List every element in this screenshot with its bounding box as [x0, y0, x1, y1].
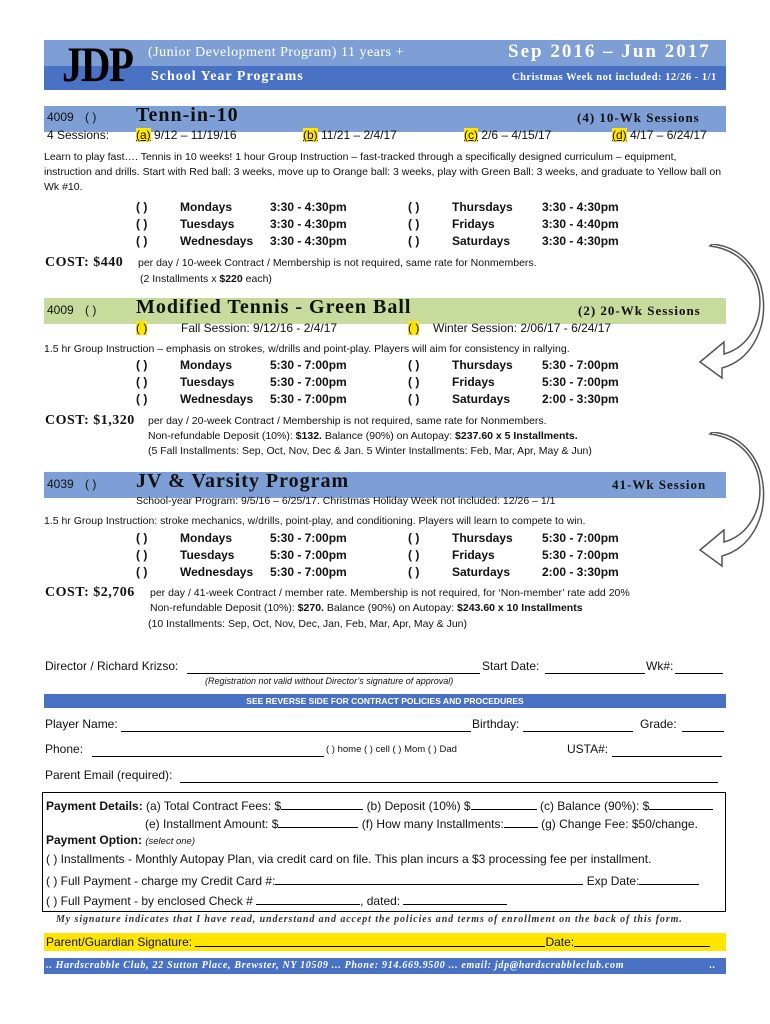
- jv-sessions-count: 41-Wk Session: [612, 477, 707, 492]
- director-label: Director / Richard Krizso:: [45, 659, 179, 673]
- tenn-session-c[interactable]: [464, 128, 551, 142]
- session-dates: 2/6 – 4/15/17: [481, 128, 552, 142]
- jv-checkbox[interactable]: ( ): [85, 477, 97, 491]
- session-letter: (d): [612, 128, 627, 142]
- modified-code-row: [47, 303, 96, 317]
- jdp-logo: JDP: [62, 36, 133, 92]
- jv-cost: COST: $2,706: [45, 585, 135, 600]
- schedule-row[interactable]: ( ) Saturdays 2:00 - 3:30pm: [408, 565, 619, 579]
- player-name-field[interactable]: [121, 731, 471, 732]
- schedule-row[interactable]: ( ) Thursdays 5:30 - 7:00pm: [408, 358, 619, 372]
- modified-description: 1.5 hr Group Instruction – emphasis on strokes, w/drills and point-play. Players will aim for consistency in rallying.: [44, 343, 570, 355]
- modified-cost-line1: per day / 20-week Contract / Membership is not required, same rate for Nonmembers.: [148, 415, 547, 427]
- fall-session: Fall Session: 9/12/16 - 2/4/17: [181, 321, 338, 335]
- schedule-row[interactable]: ( ) Wednesdays 5:30 - 7:00pm: [136, 565, 347, 579]
- signature-date-field[interactable]: [574, 933, 710, 947]
- jv-code-row: [47, 477, 96, 491]
- option-installments[interactable]: ( ) Installments - Monthly Autopay Plan, via credit card on file. This plan incurs a $3 processing fee per installment.: [46, 852, 652, 866]
- deposit-field[interactable]: [471, 797, 537, 810]
- wk-field[interactable]: [675, 673, 723, 674]
- jv-left-schedule: [136, 531, 347, 582]
- modified-cost: COST: $1,320: [45, 413, 135, 428]
- jv-right-schedule: [408, 531, 619, 582]
- tenn-sessions-label: 4 Sessions:: [47, 128, 110, 142]
- christmas-note: Christmas Week not included: 12/26 - 1/1: [512, 72, 717, 83]
- jv-cost-line1: per day / 41-week Contract / member rate. Membership is not required, for ‘Non-member’ rate add 20%: [150, 587, 630, 599]
- winter-session: Winter Session: 2/06/17 - 6/24/17: [433, 321, 612, 335]
- balance-field[interactable]: [649, 797, 713, 810]
- session-dates: 4/17 – 6/24/17: [630, 128, 707, 142]
- payment-details-label: Payment Details:: [46, 799, 143, 813]
- credit-card-field[interactable]: [275, 872, 583, 885]
- tenn-code: 4009: [47, 110, 74, 124]
- jv-title: JV & Varsity Program: [136, 470, 350, 492]
- option-check[interactable]: ( ) Full Payment - by enclosed Check # , dated:: [46, 892, 507, 908]
- tenn-session-d[interactable]: [612, 128, 707, 142]
- payment-details-row2: (e) Installment Amount: $ (f) How many Installments: (g) Change Fee: $50/change.: [145, 817, 698, 831]
- curved-arrow-icon: [696, 432, 770, 568]
- tenn-cost-line2: (2 Installments x $220 each): [140, 273, 272, 285]
- installments-count-field[interactable]: [504, 815, 538, 828]
- session-letter: (b): [303, 128, 318, 142]
- payment-details-row1: Payment Details: (a) Total Contract Fees: $ (b) Deposit (10%) $ (c) Balance (90%): $: [46, 797, 713, 813]
- tenn-cost: COST: $440: [45, 255, 124, 270]
- signature-row: Parent/Guardian Signature: Date:: [44, 933, 726, 951]
- schedule-row[interactable]: ( ) Thursdays 5:30 - 7:00pm: [408, 531, 619, 545]
- schedule-row[interactable]: ( ) Mondays 5:30 - 7:00pm: [136, 531, 347, 545]
- tenn-checkbox[interactable]: ( ): [85, 110, 97, 124]
- program-name: (Junior Development Program) 11 years +: [148, 45, 404, 60]
- tenn-session-a[interactable]: [136, 128, 237, 142]
- tenn-right-schedule: [408, 200, 619, 251]
- email-label: Parent Email (required):: [45, 768, 173, 782]
- option-credit-card[interactable]: ( ) Full Payment - charge my Credit Card #: Exp Date:: [46, 872, 699, 888]
- schedule-row[interactable]: ( ) Fridays 5:30 - 7:00pm: [408, 375, 619, 389]
- session-dates: 9/12 – 11/19/16: [154, 128, 237, 142]
- schedule-row[interactable]: ( ) Fridays 3:30 - 4:40pm: [408, 217, 619, 231]
- check-date-field[interactable]: [403, 892, 507, 905]
- modified-right-schedule: [408, 358, 619, 409]
- tenn-sessions-count: (4) 10-Wk Sessions: [577, 110, 700, 125]
- schedule-row[interactable]: ( ) Wednesdays 3:30 - 4:30pm: [136, 234, 347, 248]
- schedule-row[interactable]: ( ) Tuesdays 3:30 - 4:30pm: [136, 217, 347, 231]
- start-date-field[interactable]: [545, 673, 645, 674]
- modified-cost-line3: (5 Fall Installments: Sep, Oct, Nov, Dec & Jan. 5 Winter Installments: Feb, Mar, Apr, May & Jun): [148, 445, 592, 457]
- schedule-row[interactable]: ( ) Mondays 3:30 - 4:30pm: [136, 200, 347, 214]
- grade-label: Grade:: [640, 717, 677, 731]
- modified-title: Modified Tennis - Green Ball: [136, 296, 412, 318]
- schedule-row[interactable]: ( ) Tuesdays 5:30 - 7:00pm: [136, 548, 347, 562]
- tenn-cost-line1: per day / 10-week Contract / Membership is not required, same rate for Nonmembers.: [138, 257, 537, 269]
- phone-types[interactable]: ( ) home ( ) cell ( ) Mom ( ) Dad: [326, 744, 457, 755]
- curved-arrow-icon: [696, 244, 770, 380]
- schedule-row[interactable]: ( ) Fridays 5:30 - 7:00pm: [408, 548, 619, 562]
- schedule-row[interactable]: ( ) Saturdays 3:30 - 4:30pm: [408, 234, 619, 248]
- modified-checkbox[interactable]: ( ): [85, 303, 97, 317]
- winter-checkbox[interactable]: ( ): [408, 321, 420, 335]
- schedule-row[interactable]: ( ) Tuesdays 5:30 - 7:00pm: [136, 375, 347, 389]
- schedule-row[interactable]: ( ) Wednesdays 5:30 - 7:00pm: [136, 392, 347, 406]
- payment-option-row: Payment Option: (select one): [46, 833, 195, 847]
- session-dates: 11/21 – 2/4/17: [321, 128, 397, 142]
- schedule-row[interactable]: ( ) Saturdays 2:00 - 3:30pm: [408, 392, 619, 406]
- jv-description: 1.5 hr Group Instruction: stroke mechanics, w/drills, point-play, and conditioning. Players will learn to compete to win.: [44, 515, 586, 527]
- grade-field[interactable]: [682, 731, 724, 732]
- total-fee-field[interactable]: [281, 797, 363, 810]
- email-field[interactable]: [180, 782, 718, 783]
- jv-cost-line3: (10 Installments: Sep, Oct, Nov, Dec, Jan, Feb, Mar, Apr, May & Jun): [148, 618, 468, 630]
- tenn-code-row: [47, 110, 96, 124]
- fall-checkbox[interactable]: ( ): [136, 321, 148, 335]
- jv-code: 4039: [47, 477, 74, 491]
- modified-cost-line2: Non-refundable Deposit (10%): $132. Balance (90%) on Autopay: $237.60 x 5 Installments.: [148, 430, 578, 442]
- birthday-field[interactable]: [523, 731, 633, 732]
- modified-sessions-count: (2) 20-Wk Sessions: [578, 303, 701, 318]
- director-note: (Registration not valid without Director’s signature of approval): [205, 676, 454, 686]
- session-letter: (c): [464, 128, 478, 142]
- schedule-row[interactable]: ( ) Thursdays 3:30 - 4:30pm: [408, 200, 619, 214]
- jv-school-year: School-year Program: 9/5/16 – 6/25/17. Christmas Holiday Week not included: 12/26 – 1/1: [136, 495, 556, 507]
- phone-label: Phone:: [45, 742, 84, 756]
- modified-code: 4009: [47, 303, 74, 317]
- usta-field[interactable]: [612, 756, 722, 757]
- player-name-label: Player Name:: [45, 717, 118, 731]
- tenn-description: Learn to play fast…. Tennis in 10 weeks! 1 hour Group Instruction – fast-tracked through a specifically designed curriculum – equipment, instruction and drills. Start with Red ball: 3 weeks, move up to Orange ball: 3 weeks, play with Green Ball: 3 weeks, and graduate to Yellow ball on Wk #10.: [44, 151, 722, 193]
- usta-label: USTA#:: [567, 742, 609, 756]
- phone-field[interactable]: [92, 756, 324, 757]
- tenn-title: Tenn-in-10: [136, 104, 239, 126]
- reverse-banner: SEE REVERSE SIDE FOR CONTRACT POLICIES AND PROCEDURES: [44, 694, 726, 708]
- director-signature-field[interactable]: [187, 673, 480, 674]
- check-number-field[interactable]: [256, 892, 360, 905]
- club-address: .. Hardscrabble Club, 22 Sutton Place, Brewster, NY 10509 ... Phone: 914.669.9500 ... email: jdp@hardscrabbleclub.com: [46, 960, 625, 971]
- school-year-title: School Year Programs: [151, 69, 304, 84]
- date-range: Sep 2016 – Jun 2017: [508, 41, 711, 62]
- modified-left-schedule: [136, 358, 347, 409]
- signature-field[interactable]: [195, 933, 545, 947]
- tenn-session-b[interactable]: [303, 128, 397, 142]
- exp-date-field[interactable]: [639, 872, 699, 885]
- tenn-left-schedule: [136, 200, 347, 251]
- start-date-label: Start Date:: [482, 659, 540, 673]
- schedule-row[interactable]: ( ) Mondays 5:30 - 7:00pm: [136, 358, 347, 372]
- acknowledgement: My signature indicates that I have read, understand and accept the policies and terms of enrollment on the back of this form.: [56, 914, 683, 925]
- birthday-label: Birthday:: [472, 717, 520, 731]
- session-letter: (a): [136, 128, 151, 142]
- footer-bar: .. Hardscrabble Club, 22 Sutton Place, Brewster, NY 10509 ... Phone: 914.669.9500 ... email: jdp@hardscrabbleclub.com ..: [44, 958, 726, 974]
- wk-label: Wk#:: [646, 659, 674, 673]
- installment-amount-field[interactable]: [278, 815, 358, 828]
- jv-cost-line2: Non-refundable Deposit (10%): $270. Balance (90%) on Autopay: $243.60 x 10 Installments: [150, 602, 583, 614]
